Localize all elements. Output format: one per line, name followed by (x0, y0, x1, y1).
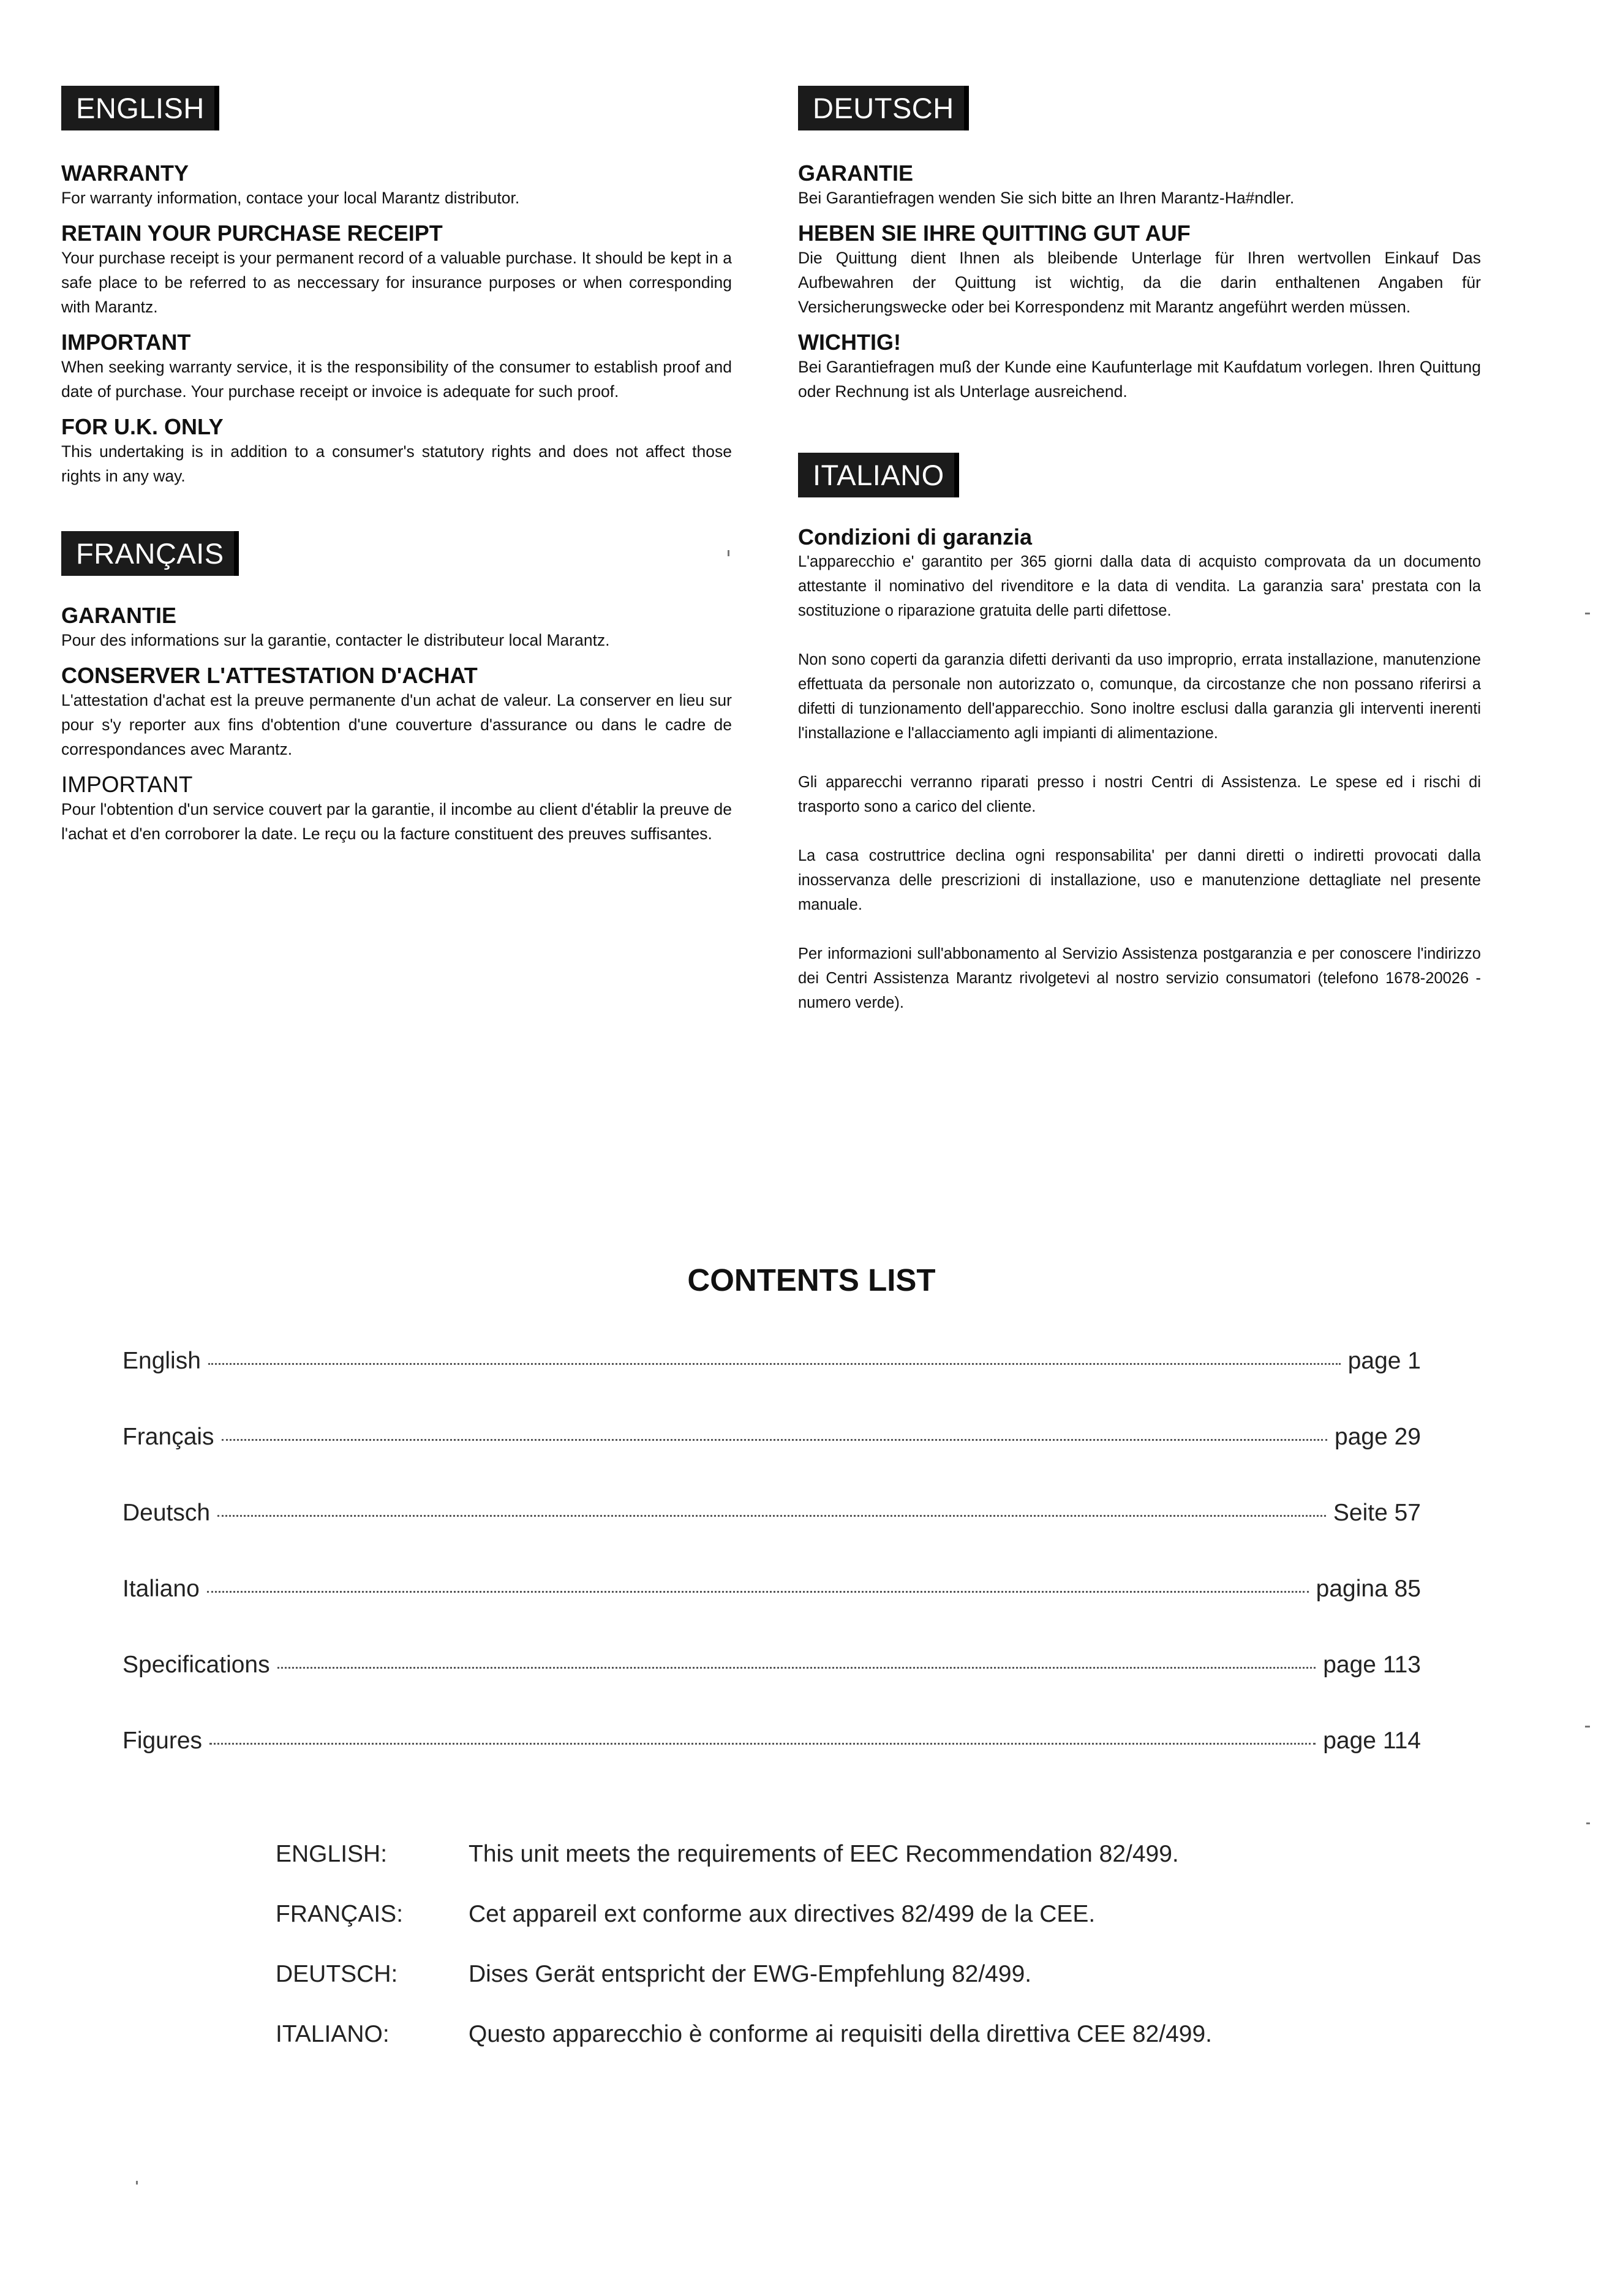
scan-speck (1585, 613, 1590, 614)
francais-language-tag: FRANÇAIS (61, 531, 239, 576)
uk-only-heading: FOR U.K. ONLY (61, 414, 224, 439)
conserver-heading: CONSERVER L'ATTESTATION D'ACHAT (61, 663, 478, 688)
toc-page: pagina 85 (1316, 1576, 1421, 1602)
scan-speck (728, 550, 729, 556)
contents-title: CONTENTS LIST (687, 1263, 936, 1297)
left-column (61, 86, 732, 846)
compliance-language: ITALIANO: (276, 2021, 390, 2047)
toc-leader-dots (209, 1743, 1316, 1745)
important-heading: IMPORTANT (61, 330, 191, 355)
warranty-text: For warranty information, contace your local Marantz distributor. (61, 189, 520, 207)
compliance-language: ENGLISH: (276, 1841, 388, 1867)
contents-list (122, 1348, 1421, 1803)
toc-page: page 29 (1335, 1424, 1421, 1450)
italiano-section (798, 453, 1481, 1015)
compliance-language: FRANÇAIS: (276, 1901, 404, 1927)
garantie-de-text: Bei Garantiefragen wenden Sie sich bitte an Ihren Marantz-Ha#ndler. (798, 189, 1295, 207)
compliance-text: Cet appareil ext conforme aux directives 82/499 de la CEE. (469, 1901, 1096, 1927)
toc-label: Italiano (122, 1576, 200, 1602)
toc-label: Specifications (122, 1652, 270, 1678)
important-text: When seeking warranty service, it is the responsibility of the consumer to establish proof and date of purchase. Your purchase receipt or invoice is adequate for such proof. (61, 358, 732, 401)
important-fr-heading: IMPORTANT (61, 772, 193, 797)
italiano-paragraph: L'apparecchio e' garantito per 365 giorni dalla data di acquisto comprovata da un documento attestante il nominativo del rivenditore e la data di vendita. La garanzia sara' prestata con la sostituzione o riparazione gratuita delle parti difettose. (798, 553, 1481, 619)
retain-receipt-text: Your purchase receipt is your permanent record of a valuable purchase. It should be kept in a safe place to be referred to as neccessary for insurance purposes or when corresponding with Marantz. (61, 249, 732, 316)
toc-page: page 113 (1323, 1652, 1421, 1678)
toc-label: English (122, 1348, 201, 1374)
compliance-text: This unit meets the requirements of EEC Recommendation 82/499. (469, 1841, 1179, 1867)
wichtig-heading: WICHTIG! (798, 330, 901, 355)
right-column (798, 86, 1481, 1015)
deutsch-language-tag: DEUTSCH (798, 86, 969, 130)
italiano-language-tag: ITALIANO (798, 453, 959, 497)
toc-leader-dots (217, 1515, 1326, 1517)
deutsch-section (798, 86, 1481, 404)
warranty-heading: WARRANTY (61, 160, 189, 186)
english-section (61, 86, 732, 488)
important-fr-text: Pour l'obtention d'un service couvert par la garantie, il incombe au client d'établir la preuve de l'achat et d'en corroborer la date. Le reçu ou la facture constituent des preuves suffisantes. (61, 800, 732, 843)
toc-leader-dots (222, 1439, 1327, 1441)
toc-page: Seite 57 (1333, 1500, 1421, 1526)
conserver-text: L'attestation d'achat est la preuve permanente d'un achat de valeur. La conserver en lieu sur pour s'y reporter aux fins d'obtention d'une couverture d'assurance ou dans le cadre de correspondances avec Marantz. (61, 691, 732, 758)
compliance-text: Questo apparecchio è conforme ai requisiti della direttiva CEE 82/499. (469, 2021, 1213, 2047)
toc-entry-italiano (122, 1576, 1421, 1652)
toc-entry-figures (122, 1728, 1421, 1803)
toc-label: Figures (122, 1728, 203, 1754)
scan-speck (136, 2181, 138, 2185)
compliance-row-deutsch (276, 1961, 1439, 2021)
toc-entry-specifications (122, 1652, 1421, 1728)
italiano-paragraph: Gli apparecchi verranno riparati presso i nostri Centri di Assistenza. Le spese ed i rischi di trasporto sono a carico del cliente. (798, 774, 1481, 815)
scan-speck (1586, 1822, 1590, 1824)
compliance-row-italiano (276, 2021, 1439, 2081)
quittung-text: Die Quittung dient Ihnen als bleibende Unterlage für Ihren wertvollen Einkauf Das Aufbewahren der Quittung ist wichtig, da die darin enthaltenen Angaben für Versicherungswecke oder bei Korrespondenz mit Marantz angeführt werden müssen. (798, 249, 1481, 316)
compliance-language: DEUTSCH: (276, 1961, 398, 1987)
garantie-de-heading: GARANTIE (798, 160, 913, 186)
toc-leader-dots (208, 1363, 1341, 1365)
francais-section (61, 531, 732, 846)
toc-entry-francais (122, 1424, 1421, 1500)
quittung-heading: HEBEN SIE IHRE QUITTING GUT AUF (798, 221, 1191, 246)
italiano-paragraph: Per informazioni sull'abbonamento al Servizio Assistenza postgaranzia e per conoscere l'indirizzo dei Centri Assistenza Marantz rivolgetevi al nostro servizio consumatori (telefono 1678-20026 - numero verde). (798, 945, 1481, 1011)
compliance-statements (276, 1841, 1439, 2081)
compliance-row-english (276, 1841, 1439, 1901)
garantie-fr-text: Pour des informations sur la garantie, contacter le distributeur local Marantz. (61, 631, 610, 649)
italiano-paragraph: Non sono coperti da garanzia difetti derivanti da uso improprio, errata installazione, manutenzione effettuata da personale non autorizzato o, comunque, da circostanze che non possano riferirsi a difetti di tunzionamento dell'apparecchio. Sono inoltre esclusi dalla garanzia gli interventi inerenti l'installazione e l'allacciamento agli impianti di alimentazione. (798, 651, 1481, 742)
toc-label: Français (122, 1424, 214, 1450)
scan-speck (1585, 1726, 1590, 1728)
wichtig-text: Bei Garantiefragen muß der Kunde eine Kaufunterlage mit Kaufdatum vorlegen. Ihren Quittung oder Rechnung ist als Unterlage ausreichend. (798, 358, 1481, 401)
toc-label: Deutsch (122, 1500, 211, 1526)
toc-page: page 114 (1323, 1728, 1421, 1754)
italiano-paragraph: La casa costruttrice declina ogni responsabilita' per danni diretti o indiretti provocati dalla inosservanza delle prescrizioni di installazione, uso e manutenzione dettagliate nel presente manuale. (798, 847, 1481, 913)
toc-leader-dots (207, 1591, 1309, 1593)
toc-entry-english (122, 1348, 1421, 1424)
uk-only-text: This undertaking is in addition to a consumer's statutory rights and does not affect those rights in any way. (61, 442, 732, 485)
toc-entry-deutsch (122, 1500, 1421, 1576)
toc-leader-dots (277, 1667, 1316, 1669)
condizioni-heading: Condizioni di garanzia (798, 524, 1033, 549)
toc-page: page 1 (1347, 1348, 1421, 1374)
garantie-fr-heading: GARANTIE (61, 603, 176, 628)
compliance-row-francais (276, 1901, 1439, 1961)
english-language-tag: ENGLISH (61, 86, 219, 130)
retain-receipt-heading: RETAIN YOUR PURCHASE RECEIPT (61, 221, 443, 246)
compliance-text: Dises Gerät entspricht der EWG-Empfehlung 82/499. (469, 1961, 1032, 1987)
